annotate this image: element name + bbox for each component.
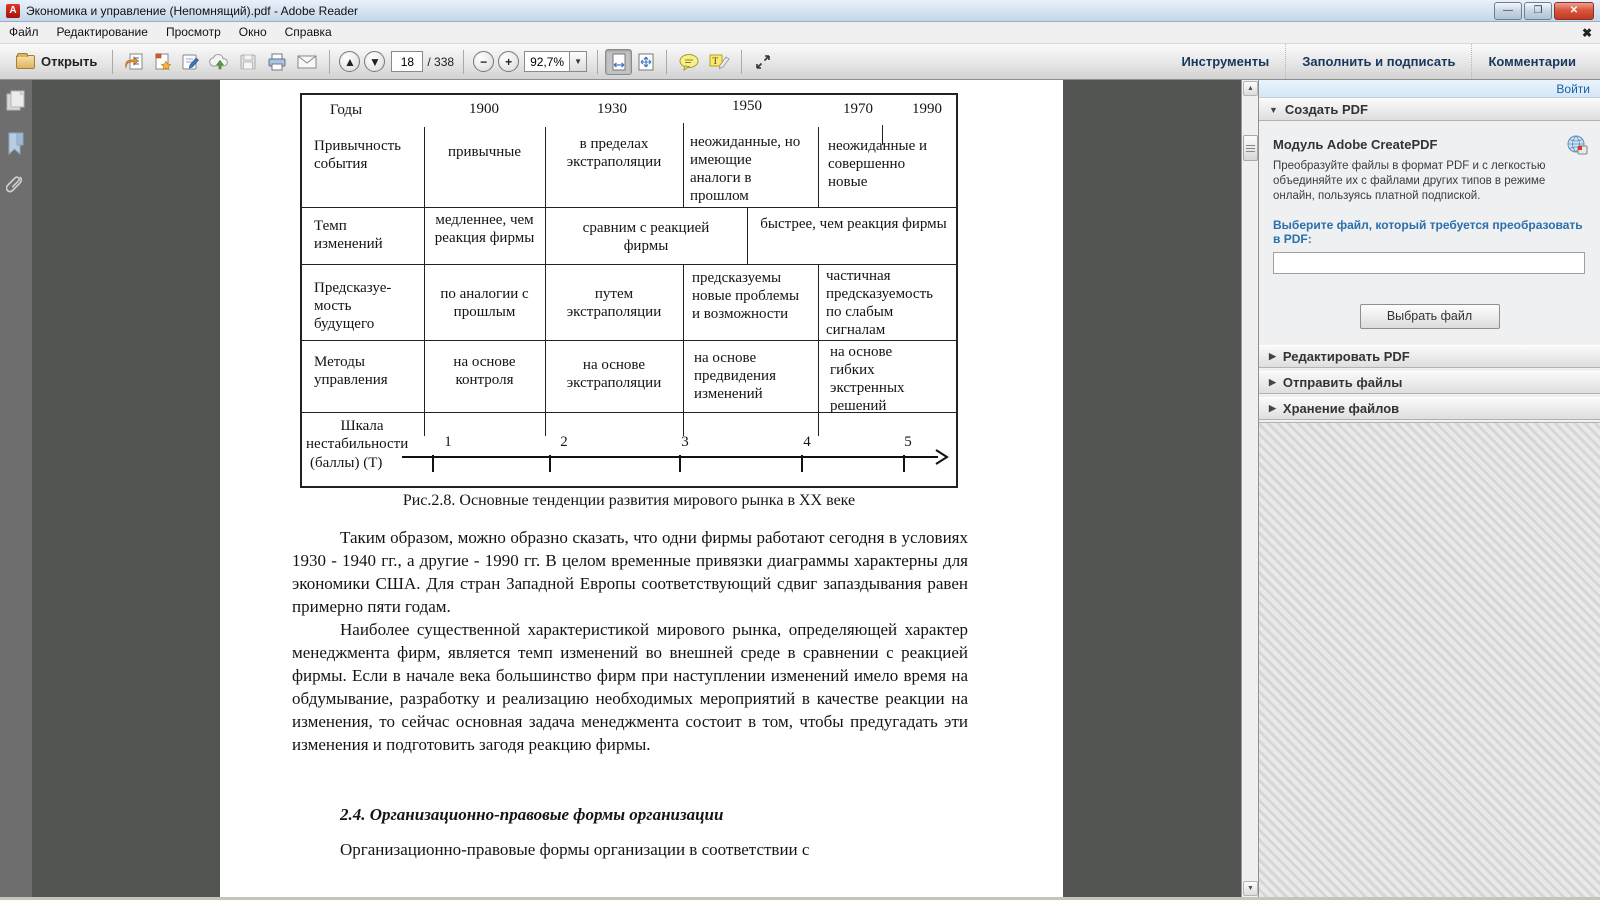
scale-number: 1 <box>444 434 452 450</box>
panel-file-storage[interactable]: ▶ Хранение файлов <box>1259 397 1600 420</box>
document-area <box>32 80 1241 897</box>
module-title: Модуль Adobe CreatePDF <box>1273 137 1438 152</box>
zoom-in-button[interactable]: + <box>498 51 519 72</box>
next-page-button[interactable]: ▼ <box>364 51 385 72</box>
year-1950: 1950 <box>732 98 762 114</box>
panel-edit-pdf[interactable]: ▶ Редактировать PDF <box>1259 345 1600 368</box>
open-folder-icon <box>16 55 35 69</box>
tab-fill-sign[interactable]: Заполнить и подписать <box>1285 44 1471 79</box>
figure-table <box>300 93 958 488</box>
panel-send-files[interactable]: ▶ Отправить файлы <box>1259 371 1600 394</box>
zoom-level-value: 92,7% <box>524 51 570 72</box>
create-pdf-body <box>1259 121 1600 346</box>
menu-bar <box>0 22 1600 44</box>
row1-cell: неожиданные и совершенно новые <box>828 138 928 190</box>
fit-width-button[interactable] <box>605 49 632 75</box>
triangle-right-icon: ▶ <box>1269 403 1276 413</box>
row3-cell: по аналогии с прошлым <box>440 286 529 320</box>
close-button[interactable]: ✕ <box>1554 2 1594 20</box>
createpdf-globe-icon <box>1566 135 1588 155</box>
row1-label: Привычность события <box>314 138 402 172</box>
title-bar <box>0 0 1600 22</box>
menu-view[interactable]: Просмотр <box>165 25 221 39</box>
adobe-reader-icon: A <box>6 4 20 18</box>
create-pdf-button[interactable] <box>148 48 176 76</box>
file-path-input[interactable] <box>1273 252 1585 274</box>
body-text <box>292 526 968 861</box>
email-icon <box>296 53 318 71</box>
panel-empty-area <box>1259 422 1600 897</box>
fit-width-icon <box>610 53 628 71</box>
pdf-page <box>220 80 1063 897</box>
scroll-up-button[interactable]: ▲ <box>1243 81 1258 96</box>
scroll-down-button[interactable]: ▼ <box>1243 881 1258 896</box>
row2-cell: медленнее, чем реакция фирмы <box>434 212 535 246</box>
row5-label: Шкала <box>340 418 384 434</box>
row2-label: Темп изменений <box>314 218 383 252</box>
row2-cell: сравним с реакцией фирмы <box>582 220 710 254</box>
restore-button[interactable]: ❐ <box>1524 2 1552 20</box>
export-pdf-button[interactable] <box>120 48 148 76</box>
sign-document-button[interactable] <box>176 48 204 76</box>
menu-help[interactable]: Справка <box>284 25 332 39</box>
svg-text:T: T <box>712 55 719 66</box>
save-icon <box>238 52 258 72</box>
choose-file-button[interactable]: Выбрать файл <box>1360 304 1500 329</box>
bookmarks-icon[interactable] <box>6 132 26 156</box>
sign-in-link[interactable]: Войти <box>1556 81 1590 96</box>
row4-cell: на основе гибких экстренных решений <box>830 344 905 414</box>
tab-comments[interactable]: Комментарии <box>1471 44 1592 79</box>
fit-page-icon <box>637 53 655 71</box>
choose-file-label[interactable]: Выберите файл, который требуется преобразовать в PDF: <box>1273 218 1583 246</box>
row4-cell: на основе контроля <box>453 354 516 388</box>
row1-cell: привычные <box>447 144 522 160</box>
comment-bubble-icon <box>678 53 700 71</box>
sign-document-icon <box>180 52 200 72</box>
row3-label: Предсказуе-мость будущего <box>314 280 392 332</box>
scale-number: 2 <box>560 434 568 450</box>
paragraph: Организационно-правовые формы организации в соответствии с <box>340 840 810 859</box>
window-title: Экономика и управление (Непомнящий).pdf - Adobe Reader <box>26 3 359 18</box>
page-thumbnails-icon[interactable] <box>6 90 26 112</box>
row3-cell: путем экстраполяции <box>566 286 662 320</box>
export-pdf-icon <box>124 52 144 72</box>
attachments-icon[interactable] <box>6 172 26 198</box>
menu-edit[interactable]: Редактирование <box>56 25 148 39</box>
section-heading: 2.4. Организационно-правовые формы организации <box>340 805 724 824</box>
tab-tools[interactable]: Инструменты <box>1181 54 1270 69</box>
paragraph: Наиболее существенной характеристикой мирового рынка, определяющей характер менеджмента фирм, является темп изменений во внешней среде в сравнении с реакцией фирмы. Если в начале века большинство фирм при наступлении изменений имело время на обдумывание, разработку и реализацию необходимых мероприятий в качестве реакции на изменения, то сейчас основная задача менеджмента состоит в том, чтобы предугадать эти изменения и подготовить загодя реакцию фирмы. <box>292 620 968 754</box>
navigation-rail <box>0 80 32 897</box>
menu-file[interactable]: Файл <box>9 25 39 39</box>
scroll-thumb[interactable] <box>1243 135 1258 161</box>
row4-label: Методы управления <box>314 354 388 388</box>
fullscreen-icon <box>753 52 773 72</box>
year-1930: 1930 <box>597 101 627 117</box>
upload-cloud-button[interactable] <box>204 48 234 76</box>
axis-arrowhead <box>934 449 950 465</box>
row2-cell: быстрее, чем реакция фирмы <box>760 216 947 232</box>
vertical-scrollbar[interactable] <box>1241 80 1258 897</box>
fit-page-button[interactable] <box>632 49 659 75</box>
toolbar <box>0 44 1600 80</box>
close-document-icon[interactable]: ✖ <box>1581 25 1592 40</box>
panel-create-pdf[interactable]: ▼ Создать PDF <box>1259 98 1600 121</box>
sign-in-bar <box>1259 80 1600 98</box>
scale-number: 3 <box>681 434 689 450</box>
email-button[interactable] <box>292 48 322 76</box>
triangle-down-icon: ▼ <box>1269 104 1278 115</box>
page-count-label: / 338 <box>427 54 455 69</box>
save-button[interactable] <box>234 48 262 76</box>
print-button[interactable] <box>262 48 292 76</box>
print-icon <box>266 52 288 72</box>
row1-cell: в пределах экстраполяции <box>566 136 662 170</box>
upload-cloud-icon <box>208 52 230 72</box>
scale-axis <box>402 456 938 458</box>
row4-cell: на основе экстраполяции <box>566 357 662 391</box>
page-number-input[interactable] <box>391 51 423 72</box>
years-label: Годы <box>330 102 363 118</box>
chevron-down-icon[interactable]: ▼ <box>570 51 587 72</box>
zoom-out-button[interactable]: − <box>473 51 494 72</box>
row4-cell: на основе предвидения изменений <box>694 350 776 402</box>
fullscreen-button[interactable] <box>749 48 777 76</box>
tools-panel <box>1258 80 1600 897</box>
highlight-text-button[interactable] <box>704 48 734 76</box>
row1-cell: неожиданные, но имеющие аналоги в прошлом <box>690 134 801 204</box>
year-1900: 1900 <box>469 101 499 117</box>
minimize-button[interactable]: — <box>1494 2 1522 20</box>
scale-number: 4 <box>803 434 811 450</box>
previous-page-button[interactable]: ▲ <box>339 51 360 72</box>
module-description: Преобразуйте файлы в формат PDF и с легкостью объединяйте их с файлами других типов в режиме онлайн, пользуясь платной подпиской. <box>1273 160 1546 202</box>
year-1970: 1970 <box>843 101 873 117</box>
create-pdf-icon <box>152 52 172 72</box>
row3-cell: предсказуемы новые проблемы и возможности <box>692 270 800 322</box>
zoom-level-select[interactable] <box>524 51 587 72</box>
open-button[interactable]: Открыть <box>8 48 105 76</box>
row5-label: нестабильности <box>306 436 409 452</box>
menu-window[interactable]: Окно <box>238 25 267 39</box>
scale-number: 5 <box>904 434 912 450</box>
paragraph: Таким образом, можно образно сказать, что одни фирмы работают сегодня в условиях 1930 - 1940 гг., а другие - 1990 гг. В целом временные привязки диаграммы характерны для экономики США. Для стран Западной Европы соответствующий сдвиг запаздывания равен примерно пяти годам. <box>292 528 968 616</box>
highlight-text-icon <box>708 53 730 71</box>
row3-cell: частичная предсказуемость по слабым сигналам <box>826 268 933 338</box>
year-1990: 1990 <box>912 101 942 117</box>
row5-label: (баллы) (Т) <box>310 455 383 471</box>
triangle-right-icon: ▶ <box>1269 351 1276 361</box>
comment-bubble-button[interactable] <box>674 48 704 76</box>
figure-caption: Рис.2.8. Основные тенденции развития мирового рынка в XX веке <box>402 492 856 509</box>
triangle-right-icon: ▶ <box>1269 377 1276 387</box>
